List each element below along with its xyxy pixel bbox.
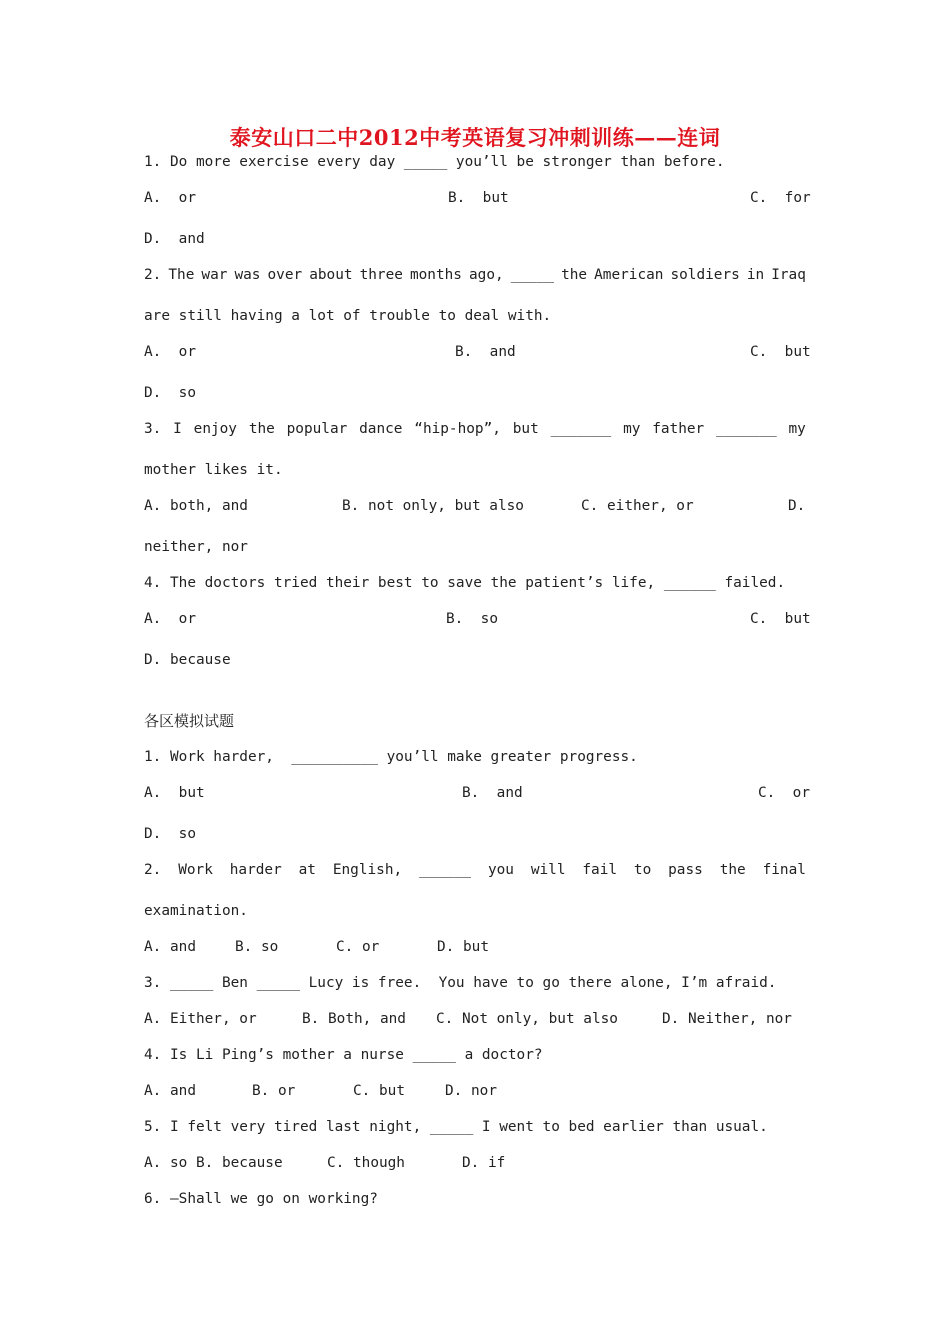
question-2-continued: are still having a lot of trouble to deal with.: [144, 308, 552, 324]
option-4a: A. or: [144, 611, 196, 627]
question-2-word: Iraq: [771, 267, 806, 283]
question-s2-2-word: fail: [582, 862, 618, 878]
question-3-blank: _______: [716, 421, 777, 437]
option-s2-2b: B. so: [235, 939, 279, 955]
option-s2-4a: A. and: [144, 1083, 196, 1099]
option-3b: B. not only, but also: [342, 498, 524, 514]
question-s2-2-word: 2.: [144, 862, 162, 878]
option-1d: D. and: [144, 231, 205, 247]
option-1b: B. but: [448, 190, 509, 206]
question-3-word: my: [623, 421, 641, 437]
question-s2-2-word: the: [719, 862, 746, 878]
option-s2-1b: B. and: [462, 785, 523, 801]
option-s2-1d: D. so: [144, 826, 196, 842]
question-s2-1: 1. Work harder, __________ you’ll make greater progress.: [144, 749, 638, 765]
question-s2-2-word: harder: [229, 862, 282, 878]
question-s2-2-continued: examination.: [144, 903, 248, 919]
section-heading: 各区模拟试题: [144, 712, 235, 730]
question-2-word: American: [594, 267, 664, 283]
question-1: 1. Do more exercise every day _____ you’ll be stronger than before.: [144, 154, 725, 170]
option-s2-5c: C. though: [327, 1155, 405, 1171]
question-3-word: “hip-hop”,: [414, 421, 501, 437]
option-s2-2c: C. or: [336, 939, 380, 955]
question-s2-5: 5. I felt very tired last night, _____ I went to bed earlier than usual.: [144, 1119, 768, 1135]
question-2-word: about: [309, 267, 353, 283]
question-s2-2-word: pass: [668, 862, 703, 878]
question-2-word: was: [234, 267, 261, 283]
question-s2-2-word: will: [530, 862, 566, 878]
option-3d-label: D.: [788, 498, 806, 514]
question-s2-3: 3. _____ Ben _____ Lucy is free. You have to go there alone, I’m afraid.: [144, 975, 777, 991]
option-1a: A. or: [144, 190, 196, 206]
option-s2-2a: A. and: [144, 939, 196, 955]
question-2-word: ago,: [469, 267, 504, 283]
option-2c: C. but: [750, 344, 811, 360]
question-2-word: months: [409, 267, 462, 283]
question-3-blank: _______: [550, 421, 612, 437]
question-s2-2-word: Work: [178, 862, 213, 878]
page-title: 泰安山口二中2012中考英语复习冲刺训练——连词: [229, 125, 721, 150]
question-2-blank: _____: [510, 267, 555, 283]
option-s2-4d: D. nor: [445, 1083, 497, 1099]
question-2-word: over: [267, 267, 303, 283]
question-3: [144, 420, 806, 438]
option-2d: D. so: [144, 385, 196, 401]
question-2-word: soldiers: [670, 267, 740, 283]
question-s2-2-word: English,: [332, 862, 403, 878]
option-4c: C. but: [750, 611, 811, 627]
question-3-continued: mother likes it.: [144, 462, 283, 478]
option-1c: C. for: [750, 190, 811, 206]
option-4d: D. because: [144, 652, 231, 668]
question-s2-4: 4. Is Li Ping’s mother a nurse _____ a doctor?: [144, 1047, 543, 1063]
option-3c: C. either, or: [581, 498, 694, 514]
option-s2-3a: A. Either, or: [144, 1011, 257, 1027]
option-3a: A. both, and: [144, 498, 248, 514]
option-s2-2d: D. but: [437, 939, 489, 955]
question-s2-2-word: to: [633, 862, 652, 878]
option-s2-4c: C. but: [353, 1083, 405, 1099]
question-3-word: dance: [359, 421, 403, 437]
question-2-word: three: [359, 267, 403, 283]
question-s2-2-blank: ______: [419, 862, 472, 878]
question-2-word: The: [168, 267, 195, 283]
option-2a: A. or: [144, 344, 196, 360]
option-s2-5d: D. if: [462, 1155, 506, 1171]
question-s2-2-word: you: [487, 862, 514, 878]
option-s2-1c: C. or: [758, 785, 810, 801]
option-s2-3d: D. Neither, nor: [662, 1011, 792, 1027]
question-3-word: my: [788, 421, 806, 437]
question-3-word: popular: [286, 421, 348, 437]
question-2: [144, 266, 806, 284]
option-s2-5ab: A. so B. because: [144, 1155, 283, 1171]
question-2-word: war: [201, 267, 228, 283]
option-s2-1a: A. but: [144, 785, 205, 801]
question-2-word: 2.: [144, 267, 162, 283]
question-2-word: the: [561, 267, 588, 283]
option-s2-4b: B. or: [252, 1083, 296, 1099]
question-4: 4. The doctors tried their best to save the patient’s life, ______ failed.: [144, 575, 786, 591]
question-s2-2: [144, 861, 806, 879]
question-3-word: enjoy: [193, 421, 237, 437]
option-s2-3b: B. Both, and: [302, 1011, 406, 1027]
question-s2-2-word: final: [762, 862, 806, 878]
question-3-word: I: [173, 421, 182, 437]
option-4b: B. so: [446, 611, 498, 627]
option-2b: B. and: [455, 344, 516, 360]
question-3-word: but: [512, 421, 539, 437]
question-2-word: in: [746, 267, 765, 283]
question-s2-6: 6. —Shall we go on working?: [144, 1191, 378, 1207]
question-3-word: the: [248, 421, 275, 437]
option-s2-3c: C. Not only, but also: [436, 1011, 618, 1027]
question-3-word: father: [652, 421, 705, 437]
option-3d: neither, nor: [144, 539, 248, 555]
question-3-word: 3.: [144, 421, 162, 437]
question-s2-2-word: at: [298, 862, 316, 878]
